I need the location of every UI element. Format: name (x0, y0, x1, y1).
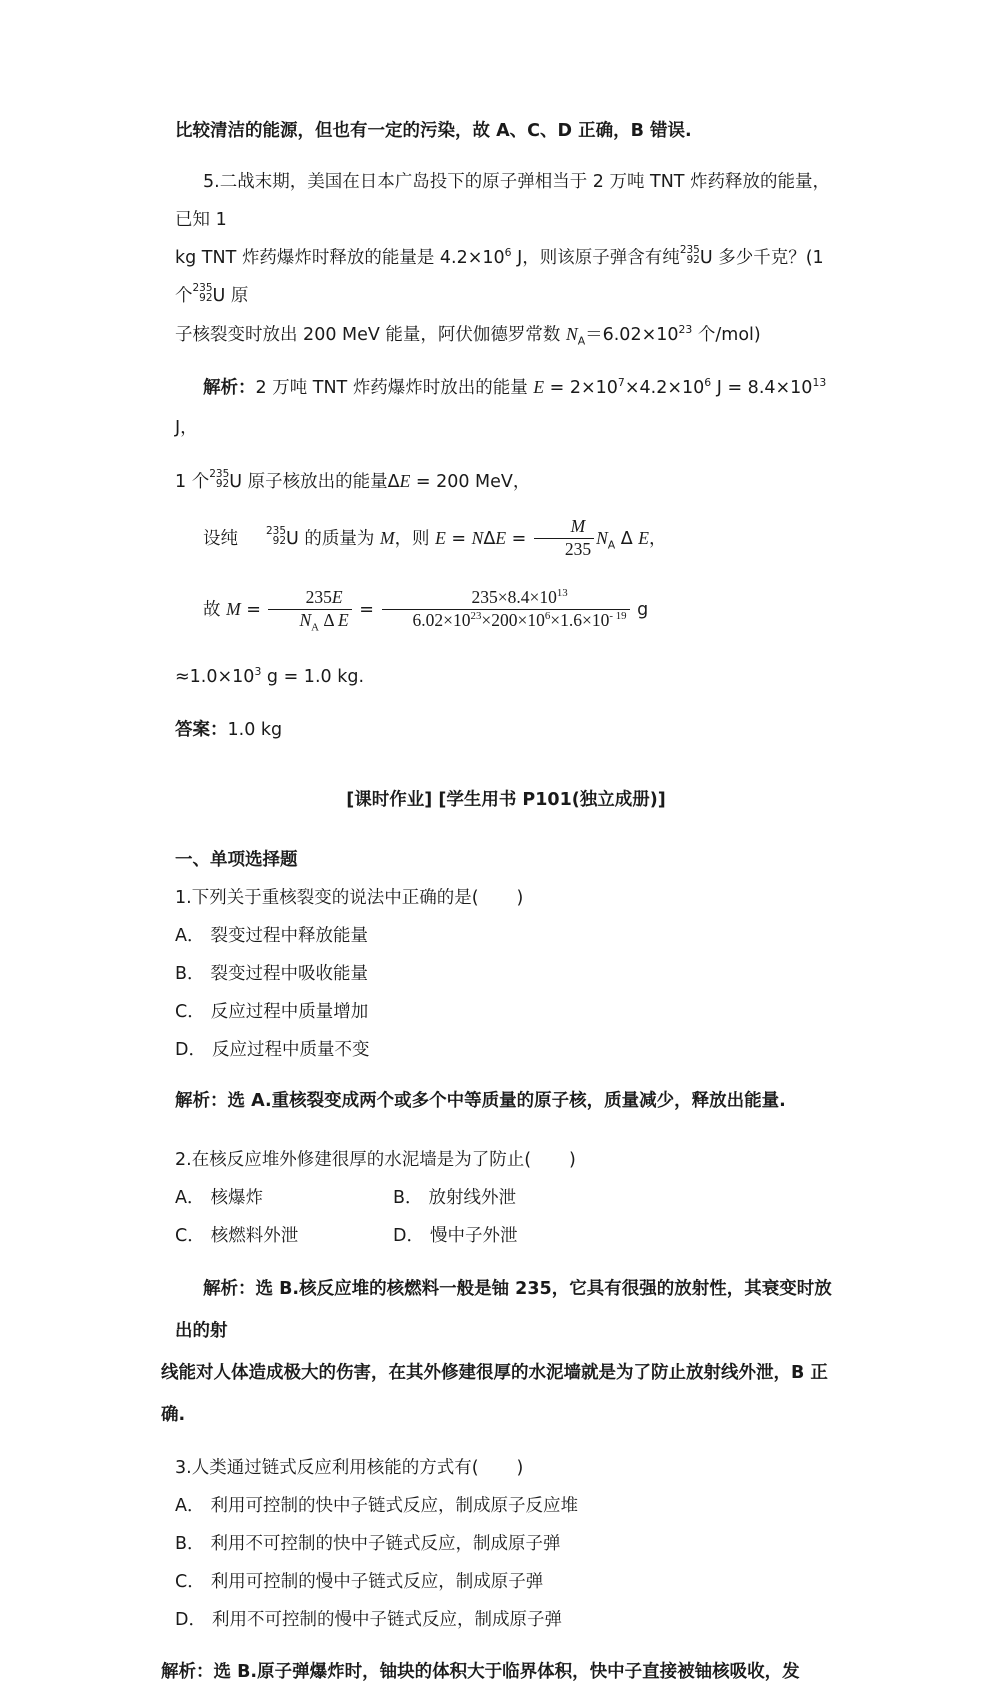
option-label: C． (175, 1226, 205, 1246)
option-label: B． (393, 1188, 423, 1208)
question2-stem: 2.在核反应堆外修建很厚的水泥墙是为了防止( ) (175, 1150, 576, 1170)
answer-label: 答案： (175, 720, 228, 740)
option-label: D． (175, 1610, 206, 1630)
option-label: B． (175, 964, 205, 984)
exponent: 6 (504, 246, 512, 260)
option-label: C． (175, 1572, 205, 1592)
question2-option-d: D． 慢中子外泄 (393, 1226, 518, 1246)
solution-label: 解析： (203, 1279, 256, 1299)
question2-option-c: C． 核燃料外泄 (175, 1226, 299, 1246)
question2-options-row2 (175, 1217, 837, 1255)
question1-solution: 解析：选 A.重核裂变成两个或多个中等质量的原子核，质量减少，释放出能量. (175, 1091, 786, 1111)
question5-solution-line2: 1 个 235 92 U 原子核放出的能量ΔE = 200 MeV， (175, 468, 531, 492)
fraction-235E-over-NAdE: $\frac{235E}{N_A \Delta E}$ (268, 588, 351, 630)
question3-stem: 3.人类通过链式反应利用核能的方式有( ) (175, 1458, 524, 1478)
option-label: A． (175, 1188, 205, 1208)
question1-option-b: B． 裂变过程中吸收能量 (175, 964, 369, 984)
option-label: A． (175, 926, 205, 946)
question1-option-c: C． 反应过程中质量增加 (175, 1002, 369, 1022)
question2-solution-line2: 线能对人体造成极大的伤害，在其外修建很厚的水泥墙就是为了防止放射线外泄，B 正确. (161, 1363, 828, 1425)
question3-option-c: C． 利用可控制的慢中子链式反应，制成原子弹 (175, 1572, 544, 1592)
option-label: D． (393, 1226, 424, 1246)
question3-solution-line1: 解析：选 B.原子弹爆炸时，铀块的体积大于临界体积，快中子直接被铀核吸收，发 (161, 1662, 800, 1682)
question5-stem-line3: 子核裂变时放出 200 MeV 能量，阿伏伽德罗常数 $N_A=6.02\times 10^{23}$ 个/mol) (175, 323, 761, 348)
question5-solution-line5: $\approx 1.0\times 10^3$ g = 1.0 kg. (175, 665, 365, 687)
question5-solution-line1: 解析：2 万吨 TNT 炸药爆炸时放出的能量 $E = 2\times 10^7\times 4.2\times 10^6$ $J = 8.4\times 10^{13}$ J， (175, 376, 827, 438)
fraction-numeric: $\frac{235\times 8.4\times 10^{13}}{6.02\times 10^{23}\times 200\times 10^6\times 1.6\times 10^{- 19}}$ (382, 588, 630, 630)
fraction-M-over-235: $\frac{M}{235}$ (534, 517, 594, 559)
question2-option-a: A． 核爆炸 (175, 1188, 263, 1208)
question1-stem: 1.下列关于重核裂变的说法中正确的是( ) (175, 888, 524, 908)
solution-label: 解析： (161, 1662, 214, 1682)
question2-solution-line1: 解析：选 B.核反应堆的核燃料一般是铀 235，它具有很强的放射性，其衰变时放出的射 (175, 1279, 832, 1341)
isotope-mass-charge: 235 92 (266, 525, 287, 548)
question5-stem-line1: 5.二战末期，美国在日本广岛投下的原子弹相当于 2 万吨 TNT 炸药释放的能量，已知 1 (175, 172, 831, 230)
isotope-mass-charge: 235 92 (679, 244, 700, 267)
question3-option-d: D． 利用不可控制的慢中子链式反应，制成原子弹 (175, 1610, 562, 1630)
question5-solution-line4: 故 M = $\frac{235E}{N_A \Delta E}$ = $\frac{235\times 8.4\times 10^{13}}{6.02\times 10^{23}\times 200\times 10^6\times 1.6\times 10^{- 19}}$ g (203, 587, 649, 634)
option-label: C． (175, 1002, 205, 1022)
question5-solution-line3: 设纯 235 92 U 的质量为 M，则 E = NΔE = $\frac{M}{235}$ $N_A$ Δ E， (203, 516, 667, 559)
symbol-NA: N (566, 324, 578, 344)
isotope-mass-charge: 235 92 (209, 468, 230, 491)
isotope-mass-charge: 235 92 (192, 282, 213, 305)
question3-option-b: B． 利用不可控制的快中子链式反应，制成原子弹 (175, 1534, 561, 1554)
section-header: [课时作业] [学生用书 P101(独立成册)] (346, 790, 666, 810)
carryover-text: 比较清洁的能源，但也有一定的污染，故 A、C、D 正确，B 错误. (175, 121, 692, 141)
question5-answer: 答案：1.0 kg (175, 720, 283, 740)
document-content (161, 112, 837, 1692)
question1-option-d: D． 反应过程中质量不变 (175, 1040, 370, 1060)
option-label: B． (175, 1534, 205, 1554)
solution-label: 解析： (175, 1091, 228, 1111)
question5-stem-line2: kg TNT 炸药爆炸时释放的能量是 $4.2\times 10^6$ J，则该原子弹含有纯 235 92 U 多少千克？(1 个 235 92 U 原 (175, 244, 824, 306)
question3-option-a: A． 利用可控制的快中子链式反应，制成原子反应堆 (175, 1496, 578, 1516)
question2-option-b: B． 放射线外泄 (393, 1188, 517, 1208)
solution-label: 解析： (203, 378, 256, 398)
option-label: A． (175, 1496, 205, 1516)
question1-option-a: A． 裂变过程中释放能量 (175, 926, 368, 946)
option-label: D． (175, 1040, 206, 1060)
part-one-heading: 一、单项选择题 (175, 850, 298, 870)
question2-options-row1 (175, 1179, 837, 1217)
